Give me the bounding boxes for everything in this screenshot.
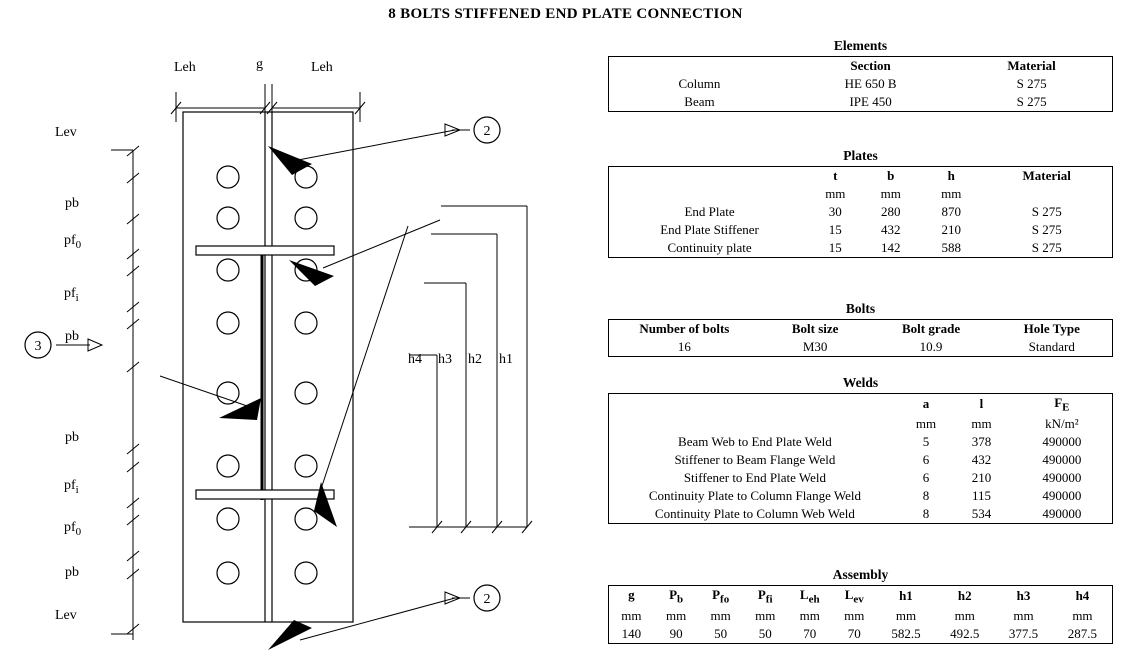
bolt-hole xyxy=(295,508,317,530)
table-row xyxy=(609,221,1113,239)
label-pb-1: pb xyxy=(65,196,79,211)
welds-table xyxy=(608,393,1113,524)
label-pfi-top: $pf_i$ xyxy=(64,286,79,304)
welds-r3-c1: 8 xyxy=(922,487,930,503)
table-row xyxy=(609,433,1113,451)
plates-unit-2: mm xyxy=(880,186,901,201)
bolt-hole xyxy=(217,259,239,281)
assembly-unit-5: mm xyxy=(844,607,865,623)
elements-caption: Elements xyxy=(833,38,888,53)
plates-r0-c0: End Plate xyxy=(684,204,735,219)
table-row xyxy=(609,487,1113,505)
welds-r1-c1: 6 xyxy=(922,451,930,467)
elements-r0-c0: Column xyxy=(678,76,721,91)
top-dimension-chain xyxy=(171,84,365,122)
bolts-header-3: Hole Type xyxy=(1023,321,1080,336)
elements-header-0 xyxy=(609,57,790,76)
plates-r2-c2: 142 xyxy=(880,240,901,255)
label-h2: h2 xyxy=(468,352,482,367)
plates-r1-c3: 210 xyxy=(941,222,961,237)
elements-r0-c1: HE 650 B xyxy=(844,76,897,91)
welds-r2-c3: 490000 xyxy=(1042,469,1082,485)
bolts-header-0: Number of bolts xyxy=(639,321,730,336)
assembly-value-2: 50 xyxy=(714,625,728,641)
welds-r1-c2: 432 xyxy=(971,451,992,467)
plates-r0-c4: S 275 xyxy=(1031,204,1062,219)
label-pb-3: pb xyxy=(65,430,79,445)
assembly-value-9: 287.5 xyxy=(1067,625,1098,641)
bolts-r0-c3: Standard xyxy=(1028,339,1075,354)
bolt-hole xyxy=(217,207,239,229)
stiffener-top xyxy=(196,246,334,255)
elements-r1-c1: IPE 450 xyxy=(849,94,892,109)
connection-drawing xyxy=(0,30,600,670)
bolts-header-1: Bolt size xyxy=(791,321,839,336)
welds-r3-c2: 115 xyxy=(971,487,991,503)
welds-r3-c3: 490000 xyxy=(1042,487,1082,503)
assembly-unit-8: mm xyxy=(1013,607,1034,623)
plates-r1-c2: 432 xyxy=(880,222,901,237)
plates-r1-c0: End Plate Stiffener xyxy=(660,222,759,237)
table-header-row xyxy=(609,320,1113,339)
welds-header-fe: $F_E$ xyxy=(1054,395,1070,414)
bolts-r0-c2: 10.9 xyxy=(919,339,943,354)
assembly-value-4: 70 xyxy=(803,625,817,641)
plates-header-3: h xyxy=(947,168,955,183)
welds-caption: Welds xyxy=(842,375,879,390)
bolt-hole xyxy=(217,312,239,334)
welds-r2-c2: 210 xyxy=(971,469,992,485)
plates-table xyxy=(608,166,1113,258)
label-pb-2: pb xyxy=(65,329,79,344)
assembly-header-4: $L_{eh}$ xyxy=(799,587,820,606)
bolts-r0-c0: 16 xyxy=(677,339,691,354)
callout-left xyxy=(25,332,102,358)
plates-r1-c4: S 275 xyxy=(1031,222,1062,237)
table-header-row xyxy=(609,57,1113,76)
label-pfi-bottom: $pf_i$ xyxy=(64,478,79,496)
plates-header-1: t xyxy=(833,168,838,183)
welds-r4-c1: 8 xyxy=(922,505,930,521)
welds-r0-c1: 5 xyxy=(922,433,930,449)
label-lev-bottom: Lev xyxy=(55,608,77,623)
table-row xyxy=(609,239,1113,258)
label-g: g xyxy=(256,57,263,72)
assembly-value-7: 492.5 xyxy=(950,625,980,641)
assembly-unit-3: mm xyxy=(755,607,776,623)
welds-r0-c2: 378 xyxy=(971,433,992,449)
table-row xyxy=(609,625,1113,644)
stiffener-bottom xyxy=(196,490,334,499)
table-row xyxy=(609,338,1113,357)
plates-unit-0 xyxy=(609,185,811,203)
bolt-hole xyxy=(295,382,317,404)
bolt-group-left xyxy=(217,166,239,584)
assembly-value-6: 582.5 xyxy=(891,625,921,641)
assembly-table xyxy=(608,585,1113,644)
assembly-header-3: $P_{fi}$ xyxy=(757,587,773,606)
elements-r1-c2: S 275 xyxy=(1016,94,1047,109)
assembly-table-block xyxy=(608,567,1113,644)
assembly-unit-2: mm xyxy=(710,607,731,623)
bolts-header-2: Bolt grade xyxy=(901,321,961,336)
bolt-hole xyxy=(217,455,239,477)
welds-unit-0 xyxy=(609,415,901,433)
table-row xyxy=(609,93,1113,112)
assembly-unit-1: mm xyxy=(665,607,687,623)
label-pb-4: pb xyxy=(65,565,79,580)
bolt-hole xyxy=(295,312,317,334)
page-title: 8 BOLTS STIFFENED END PLATE CONNECTION xyxy=(388,6,743,22)
plates-r0-c2: 280 xyxy=(880,204,901,219)
callout-top xyxy=(445,117,500,143)
table-header-row xyxy=(609,167,1113,186)
bolt-hole xyxy=(217,382,239,404)
assembly-value-0: 140 xyxy=(621,625,642,641)
plates-r2-c4: S 275 xyxy=(1031,240,1062,255)
left-dimension-chain xyxy=(111,146,139,640)
h-dimension-stack xyxy=(409,206,532,533)
assembly-unit-0: mm xyxy=(621,607,642,623)
label-leh-left: Leh xyxy=(174,60,196,75)
table-units-row xyxy=(609,607,1113,625)
assembly-value-3: 50 xyxy=(758,625,772,641)
plates-r2-c1: 15 xyxy=(828,240,842,255)
table-row xyxy=(609,203,1113,221)
bolt-hole xyxy=(217,166,239,188)
label-h1: h1 xyxy=(499,352,513,367)
elements-table xyxy=(608,56,1113,112)
bolt-hole xyxy=(217,562,239,584)
welds-unit-1: mm xyxy=(915,415,937,431)
callout-bottom xyxy=(445,585,500,611)
assembly-value-8: 377.5 xyxy=(1008,625,1039,641)
label-h3: h3 xyxy=(438,352,452,367)
welds-unit-2: mm xyxy=(971,415,992,431)
welds-r4-c2: 534 xyxy=(971,505,992,521)
assembly-header-2: $P_{fo}$ xyxy=(712,587,730,606)
assembly-value-1: 90 xyxy=(669,625,683,641)
welds-r4-c0: Continuity Plate to Column Web Weld xyxy=(654,505,855,521)
table-row xyxy=(609,469,1113,487)
welds-r1-c3: 490000 xyxy=(1042,451,1082,467)
label-pf0-bottom: $pf_0$ xyxy=(64,520,82,538)
table-header-row xyxy=(609,394,1113,415)
plates-r1-c1: 15 xyxy=(828,222,842,237)
plates-r2-c3: 588 xyxy=(941,240,961,255)
plates-unit-1: mm xyxy=(825,186,846,201)
welds-r1-c0: Stiffener to Beam Flange Weld xyxy=(674,451,836,467)
plates-caption: Plates xyxy=(843,148,878,163)
welds-r2-c1: 6 xyxy=(922,469,930,485)
plates-r0-c1: 30 xyxy=(828,204,842,219)
table-header-row xyxy=(609,586,1113,607)
welds-header-a: a xyxy=(922,396,930,412)
bolt-hole xyxy=(217,508,239,530)
welds-r0-c0: Beam Web to End Plate Weld xyxy=(678,433,832,449)
leader-arrowheads xyxy=(219,146,337,650)
label-h4: h4 xyxy=(408,352,422,367)
table-row xyxy=(609,505,1113,524)
bolts-r0-c1: M30 xyxy=(802,339,828,354)
elements-table-block xyxy=(608,38,1113,112)
assembly-header-1: $P_b$ xyxy=(669,587,684,606)
welds-table-block xyxy=(608,375,1113,524)
plates-r2-c0: Continuity plate xyxy=(667,240,752,255)
welds-r3-c0: Continuity Plate to Column Flange Weld xyxy=(648,487,861,503)
assembly-unit-4: mm xyxy=(799,607,820,623)
svg-text:3: 3 xyxy=(34,339,42,354)
plates-table-block xyxy=(608,148,1113,258)
assembly-caption: Assembly xyxy=(832,567,889,582)
plates-header-4: Material xyxy=(1022,168,1071,183)
svg-text:2: 2 xyxy=(483,592,491,607)
elements-r1-c0: Beam xyxy=(684,94,715,109)
welds-header-0 xyxy=(609,394,901,415)
table-row xyxy=(609,451,1113,469)
assembly-value-5: 70 xyxy=(847,625,861,641)
assembly-unit-7: mm xyxy=(954,607,975,623)
assembly-header-9: h4 xyxy=(1075,588,1090,604)
bolt-group-right xyxy=(295,166,317,584)
bolts-table xyxy=(608,319,1113,357)
bolt-hole xyxy=(295,562,317,584)
assembly-header-8: h3 xyxy=(1016,588,1031,604)
label-leh-right: Leh xyxy=(311,60,333,75)
table-units-row xyxy=(609,415,1113,433)
label-lev-top: Lev xyxy=(55,125,77,140)
welds-r0-c3: 490000 xyxy=(1042,433,1082,449)
elements-header-1: Section xyxy=(850,58,891,73)
assembly-unit-9: mm xyxy=(1072,607,1093,623)
elements-header-2: Material xyxy=(1007,58,1056,73)
welds-unit-3: kN/m² xyxy=(1045,415,1079,431)
plates-header-2: b xyxy=(887,168,895,183)
plates-unit-3: mm xyxy=(941,186,962,201)
plates-r0-c3: 870 xyxy=(941,204,961,219)
plates-unit-4 xyxy=(981,185,1112,203)
assembly-header-0: g xyxy=(628,587,635,602)
label-pf0-top: $pf_0$ xyxy=(64,233,82,251)
elements-r0-c2: S 275 xyxy=(1016,76,1047,91)
bolts-table-block xyxy=(608,301,1113,357)
assembly-header-7: h2 xyxy=(957,588,972,604)
welds-r2-c0: Stiffener to End Plate Weld xyxy=(683,469,826,485)
bolt-hole xyxy=(295,455,317,477)
svg-text:2: 2 xyxy=(483,124,491,139)
end-plate-outline xyxy=(183,112,353,622)
assembly-header-5: $L_{ev}$ xyxy=(844,587,864,606)
plates-header-0 xyxy=(609,167,811,186)
welds-header-l: l xyxy=(979,396,984,412)
table-row xyxy=(609,75,1113,93)
assembly-unit-6: mm xyxy=(895,607,917,623)
tables-panel xyxy=(600,38,1131,670)
assembly-header-6: h1 xyxy=(899,588,913,604)
welds-r4-c3: 490000 xyxy=(1042,505,1082,521)
bolts-caption: Bolts xyxy=(845,301,876,316)
table-units-row xyxy=(609,185,1113,203)
drawing-svg xyxy=(0,30,600,670)
bolt-hole xyxy=(295,207,317,229)
